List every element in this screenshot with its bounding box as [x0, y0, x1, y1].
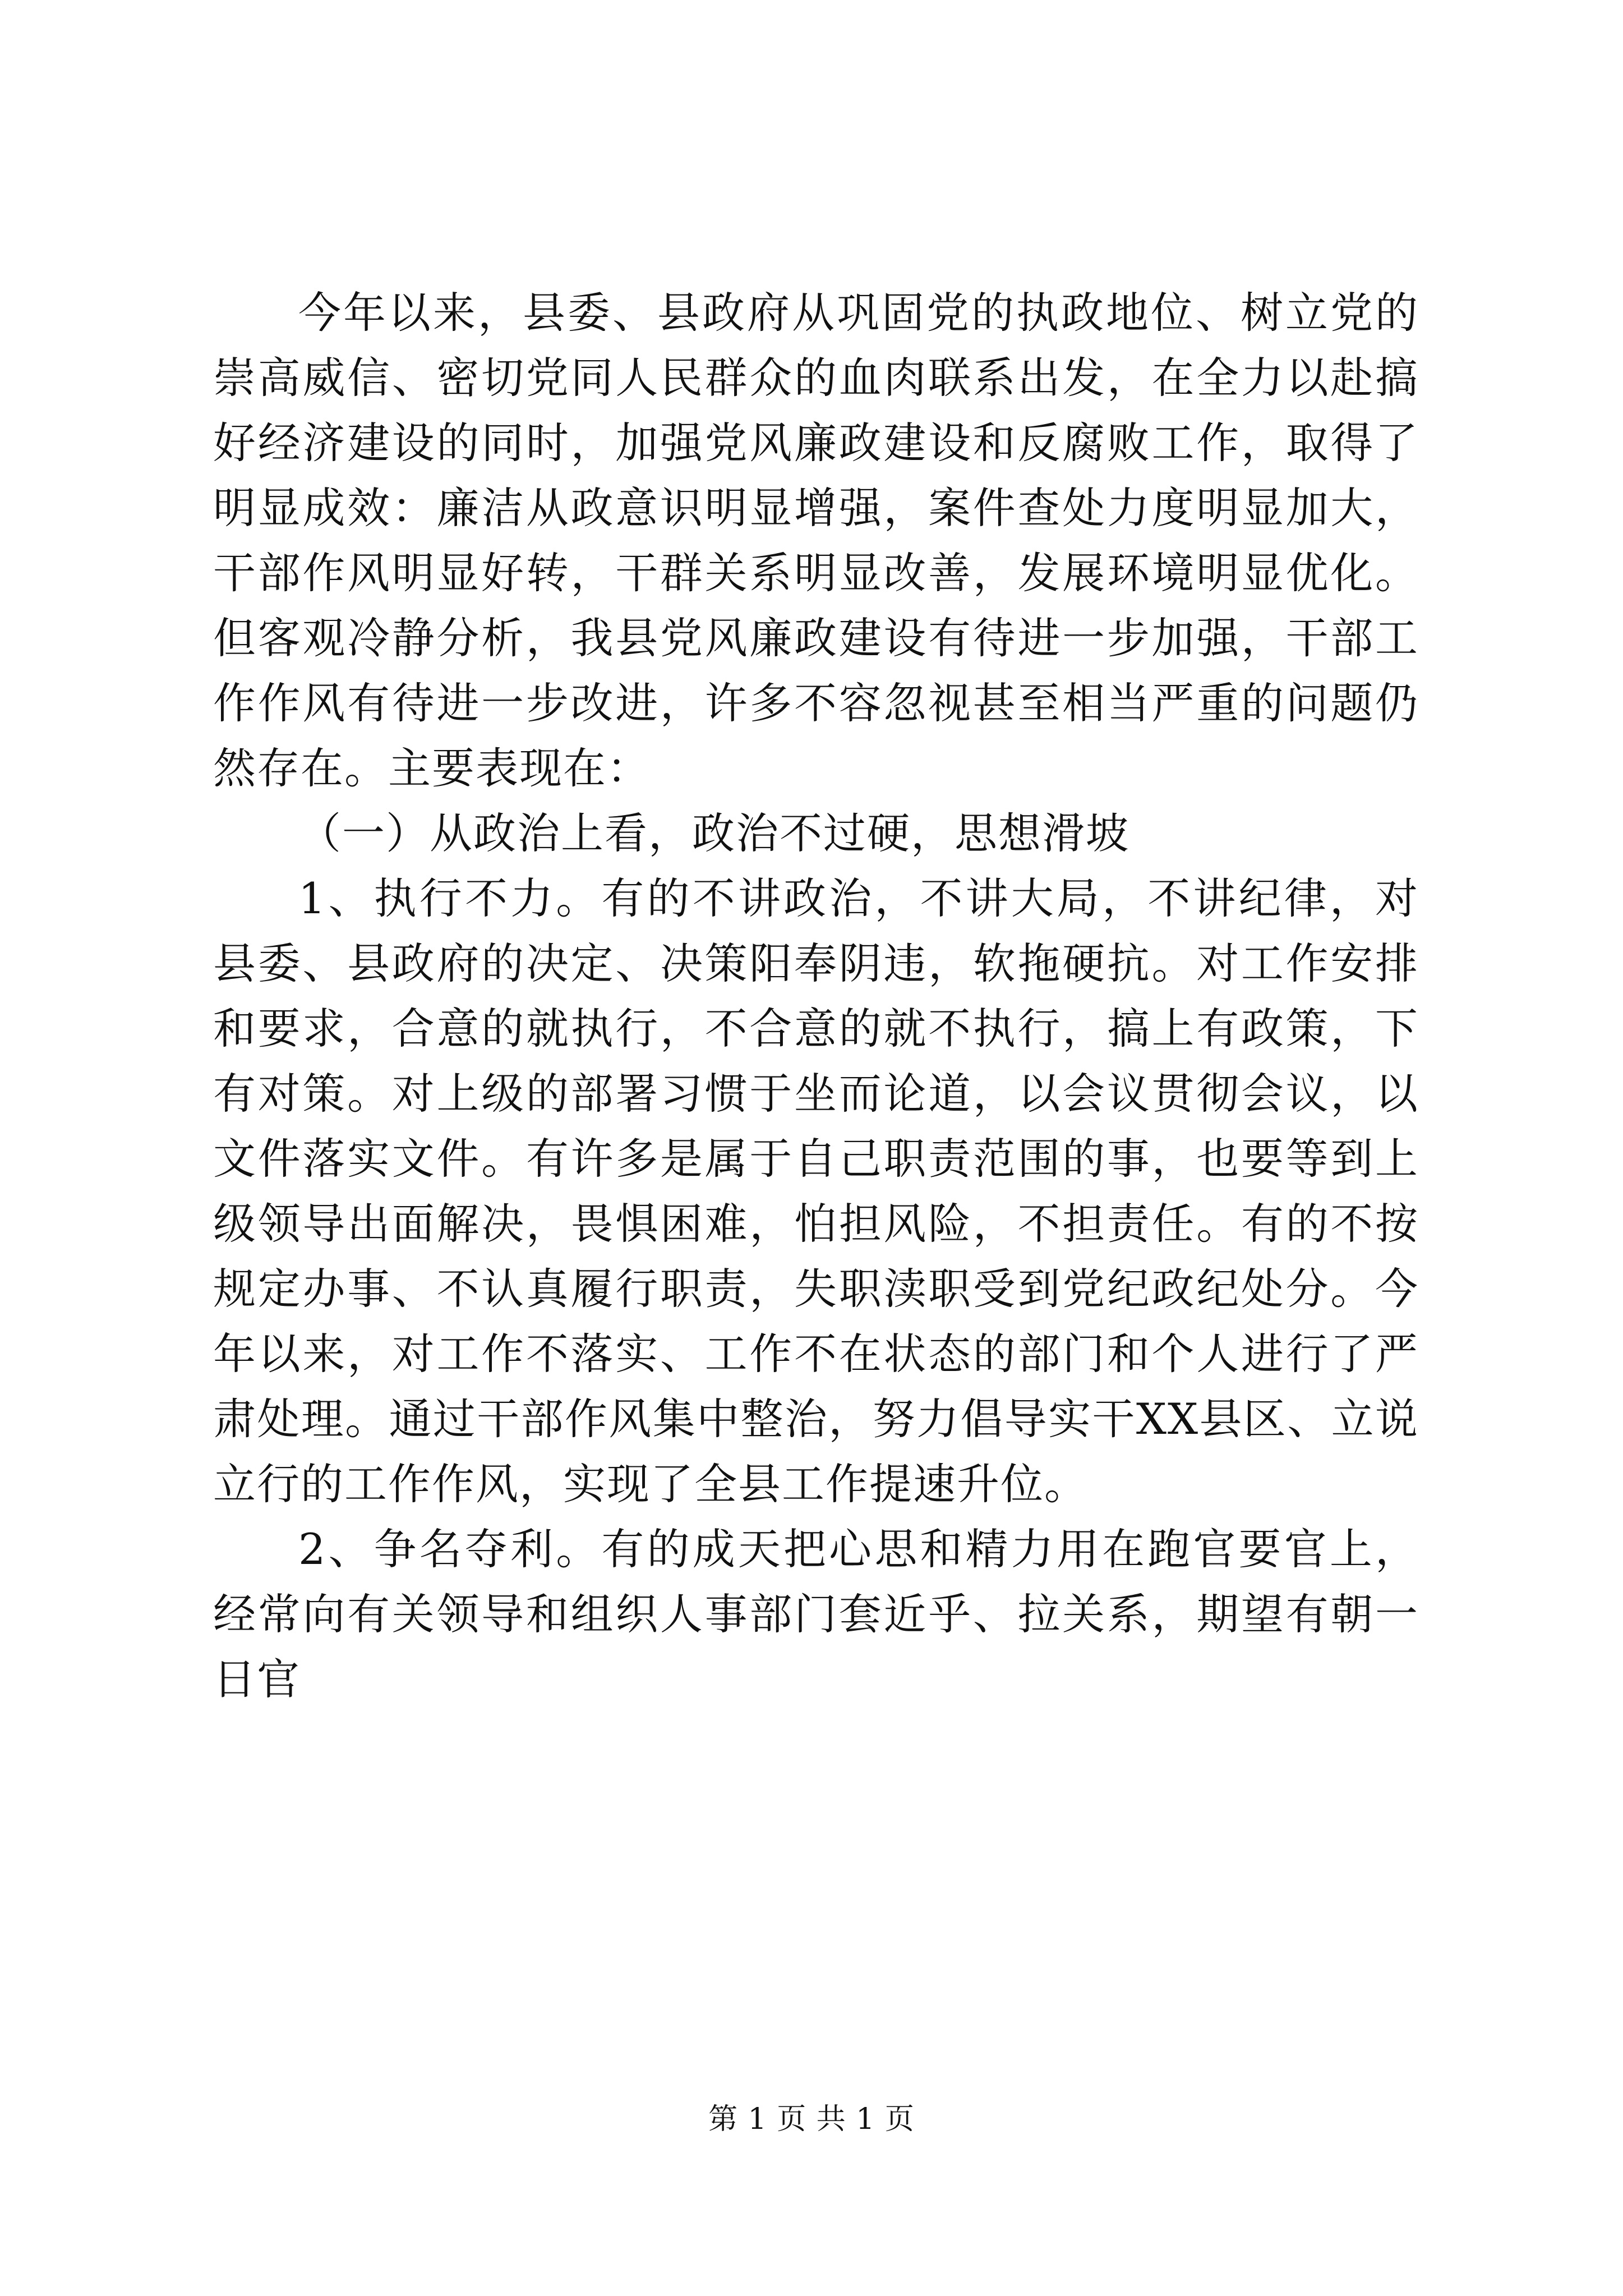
document-body: [213, 280, 1419, 1712]
paragraph-item-1: 1、执行不力。有的不讲政治，不讲大局，不讲纪律，对县委、县政府的决定、决策阳奉阴违，软拖硬抗。对工作安排和要求，合意的就执行，不合意的就不执行，搞上有政策，下有对策。对上级的部署习惯于坐而论道，以会议贯彻会议，以文件落实文件。有许多是属于自己职责范围的事，也要等到上级领导出面解决，畏惧困难，怕担风险，不担责任。有的不按规定办事、不认真履行职责，失职渎职受到党纪政纪处分。今年以来，对工作不落实、工作不在状态的部门和个人进行了严肃处理。通过干部作风集中整治，努力倡导实干XX县区、立说立行的工作作风，实现了全县工作提速升位。: [213, 873, 1419, 1509]
paragraph-intro: 今年以来，县委、县政府从巩固党的执政地位、树立党的崇高威信、密切党同人民群众的血肉联系出发，在全力以赴搞好经济建设的同时，加强党风廉政建设和反腐败工作，取得了明显成效：廉洁从政意识明显增强，案件查处力度明显加大，干部作风明显好转，干群关系明显改善，发展环境明显优化。但客观冷静分析，我县党风廉政建设有待进一步加强，干部工作作风有待进一步改进，许多不容忽视甚至相当严重的问题仍然存在。主要表现在：: [213, 288, 1419, 793]
section-heading-1: （一）从政治上看，政治不过硬，思想滑坡: [298, 808, 1129, 858]
page-footer: 第 1 页 共 1 页: [708, 2102, 915, 2136]
paragraph-item-2: 2、争名夺利。有的成天把心思和精力用在跑官要官上，经常向有关领导和组织人事部门套近乎、拉关系，期望有朝一日官: [213, 1524, 1419, 1704]
